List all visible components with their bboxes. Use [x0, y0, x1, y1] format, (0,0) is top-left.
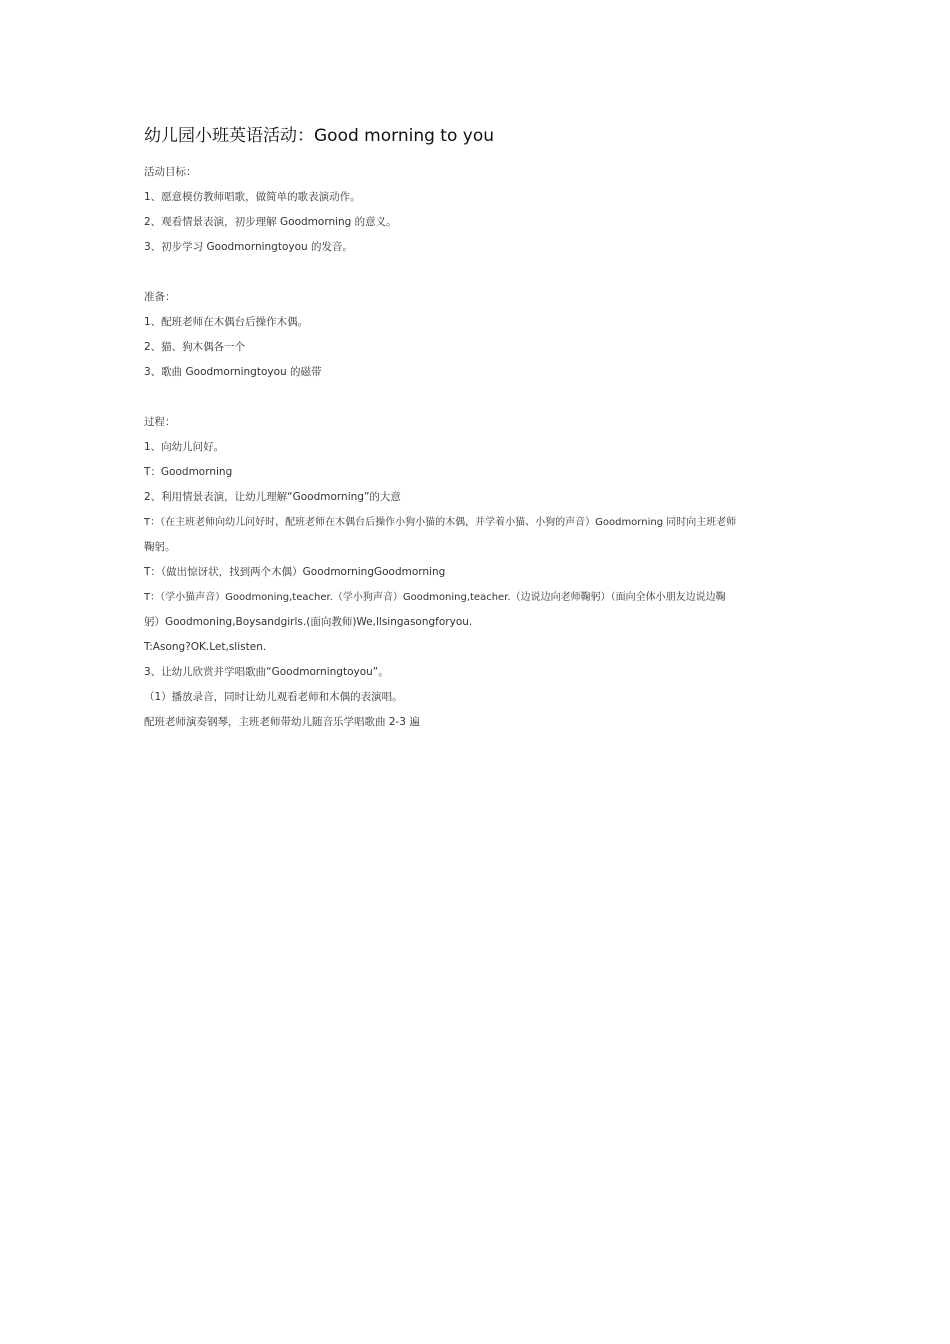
preparation-heading: 准备：: [144, 291, 176, 303]
section-gap: [144, 385, 809, 410]
preparation-item: 1、配班老师在木偶台后操作木偶。: [144, 316, 309, 328]
process-item: T：Goodmorning: [144, 466, 233, 478]
process-item: 配班老师演奏钢琴，主班老师带幼儿随音乐学唱歌曲 2-3 遍: [144, 716, 420, 728]
process-item: 1、向幼儿问好。: [144, 441, 225, 453]
preparation-item: 2、猫、狗木偶各一个: [144, 341, 246, 353]
document-body: [144, 160, 809, 735]
process-item: T：（在主班老师向幼儿问好时，配班老师在木偶台后操作小狗小猫的木偶，并学着小猫、小狗的声音）Goodmorning 同时向主班老师: [144, 517, 737, 528]
goals-heading: 活动目标：: [144, 166, 197, 178]
process-item: T：（做出惊讶状，找到两个木偶）GoodmorningGoodmorning: [144, 566, 446, 578]
process-item: 3、让幼儿欣赏并学唱歌曲“Goodmorningtoyou”。: [144, 666, 389, 678]
process-item: （1）播放录音，同时让幼儿观看老师和木偶的表演唱。: [144, 691, 403, 703]
document-title: 幼儿园小班英语活动：Good morning to you: [144, 126, 494, 146]
process-item: T：（学小猫声音）Goodmoning,teacher.（学小狗声音）Goodmoning,teacher.（边说边向老师鞠躬）（面向全体小朋友边说边鞠: [144, 592, 726, 603]
goal-item: 2、观看情景表演，初步理解 Goodmorning 的意义。: [144, 216, 397, 228]
preparation-item: 3、歌曲 Goodmorningtoyou 的磁带: [144, 366, 322, 378]
goal-item: 3、初步学习 Goodmorningtoyou 的发音。: [144, 241, 354, 253]
process-heading: 过程：: [144, 416, 176, 428]
process-item: T:Asong?OK.Let,slisten.: [144, 641, 267, 653]
section-gap: [144, 260, 809, 285]
process-item: 躬）Goodmoning,Boysandgirls.(面向教师)We,llsingasongforyou.: [144, 616, 473, 628]
process-item: 鞠躬。: [144, 541, 176, 553]
goal-item: 1、愿意模仿教师唱歌，做简单的歌表演动作。: [144, 191, 361, 203]
process-item: 2、利用情景表演，让幼儿理解“Goodmorning”的大意: [144, 491, 401, 503]
